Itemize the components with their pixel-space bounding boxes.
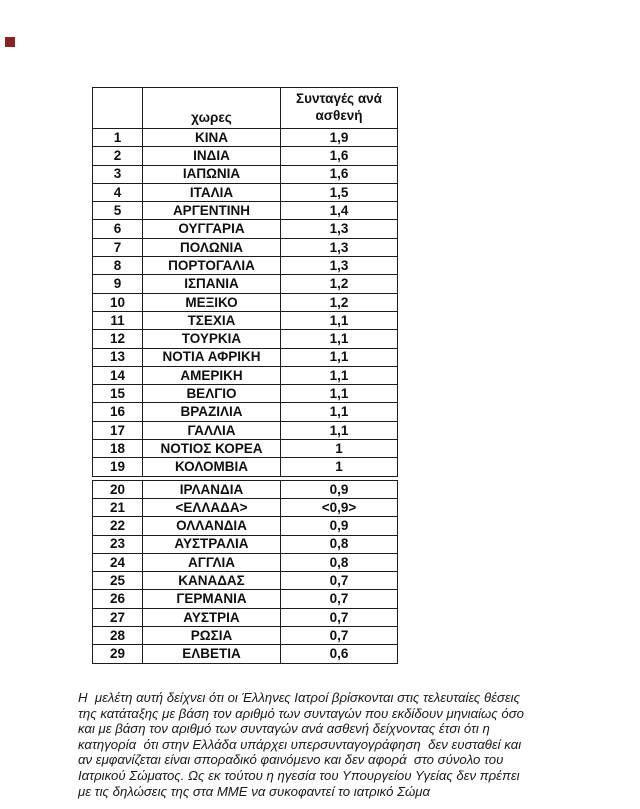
table-row (93, 627, 398, 645)
cell-value: 0,7 (281, 608, 398, 626)
header-country: χωρες (143, 88, 281, 129)
cell-value: 1,9 (281, 129, 398, 147)
table-row (93, 220, 398, 238)
cell-value: 1,1 (281, 330, 398, 348)
table-row (93, 517, 398, 535)
cell-rank: 29 (93, 645, 143, 663)
cell-country: ΤΟΥΡΚΙΑ (143, 330, 281, 348)
table-row (93, 608, 398, 626)
table-row (93, 257, 398, 275)
cell-country: ΠΟΛΩΝΙΑ (143, 238, 281, 256)
cell-rank: 10 (93, 293, 143, 311)
table-row (93, 275, 398, 293)
cell-value: 0,8 (281, 535, 398, 553)
cell-value: 0,9 (281, 480, 398, 498)
cell-rank: 24 (93, 553, 143, 571)
cell-country: ΚΙΝΑ (143, 129, 281, 147)
table-header-row (93, 88, 398, 129)
red-square-marker (5, 37, 15, 47)
table-row (93, 129, 398, 147)
cell-rank: 3 (93, 165, 143, 183)
cell-country: ΙΣΠΑΝΙΑ (143, 275, 281, 293)
summary-line: αν εμφανίζεται είναι σποραδικό φαινόμενο και δεν αφορά στο σύνολο του (78, 752, 504, 768)
cell-country: ΟΥΓΓΑΡΙΑ (143, 220, 281, 238)
table-row (93, 645, 398, 663)
cell-value: 1,1 (281, 366, 398, 384)
cell-country: ΙΡΛΑΝΔΙΑ (143, 480, 281, 498)
cell-value: <0,9> (281, 498, 398, 516)
cell-value: 1,5 (281, 183, 398, 201)
cell-rank: 4 (93, 183, 143, 201)
table-row (93, 590, 398, 608)
cell-country: ΑΓΓΛΙΑ (143, 553, 281, 571)
cell-rank: 13 (93, 348, 143, 366)
cell-rank: 12 (93, 330, 143, 348)
cell-value: 1 (281, 458, 398, 476)
table-row (93, 330, 398, 348)
table-row (93, 293, 398, 311)
header-rank (93, 88, 143, 129)
cell-rank: 25 (93, 572, 143, 590)
cell-country: ΑΥΣΤΡΙΑ (143, 608, 281, 626)
cell-rank: 8 (93, 257, 143, 275)
cell-country: ΙΝΔΙΑ (143, 147, 281, 165)
cell-value: 1,3 (281, 257, 398, 275)
cell-country: ΚΑΝΑΔΑΣ (143, 572, 281, 590)
cell-country: ΑΜΕΡΙΚΗ (143, 366, 281, 384)
cell-rank: 23 (93, 535, 143, 553)
summary-line: κατηγορία ότι στην Ελλάδα υπάρχει υπερσυνταγογράφηση δεν ευσταθεί και (78, 736, 522, 752)
cell-rank: 28 (93, 627, 143, 645)
cell-country: ΟΛΛΑΝΔΙΑ (143, 517, 281, 535)
cell-value: 1,4 (281, 202, 398, 220)
cell-country: ΝΟΤΙΑ ΑΦΡΙΚΗ (143, 348, 281, 366)
table-row (93, 348, 398, 366)
table-row (93, 480, 398, 498)
cell-value: 1,1 (281, 348, 398, 366)
cell-rank: 20 (93, 480, 143, 498)
table-row (93, 458, 398, 476)
cell-value: 1,2 (281, 293, 398, 311)
cell-country: ΝΟΤΙΟΣ ΚΟΡΕΑ (143, 440, 281, 458)
table-row (93, 440, 398, 458)
cell-country: ΑΥΣΤΡΑΛΙΑ (143, 535, 281, 553)
cell-rank: 19 (93, 458, 143, 476)
cell-country: ΙΑΠΩΝΙΑ (143, 165, 281, 183)
table-section-2 (92, 480, 398, 664)
table-row (93, 311, 398, 329)
cell-value: 1,1 (281, 385, 398, 403)
cell-value: 0,7 (281, 627, 398, 645)
cell-country: ΠΟΡΤΟΓΑΛΙΑ (143, 257, 281, 275)
cell-rank: 6 (93, 220, 143, 238)
cell-value: 1,1 (281, 311, 398, 329)
cell-rank: 5 (93, 202, 143, 220)
cell-value: 0,7 (281, 590, 398, 608)
cell-rank: 14 (93, 366, 143, 384)
cell-rank: 22 (93, 517, 143, 535)
table-row (93, 202, 398, 220)
cell-value: 1,6 (281, 147, 398, 165)
prescriptions-per-patient-table (92, 87, 398, 664)
header-value: Συνταγές ανά ασθενή (281, 88, 398, 129)
cell-rank: 18 (93, 440, 143, 458)
table-row (93, 535, 398, 553)
cell-country: <ΕΛΛΑΔΑ> (143, 498, 281, 516)
cell-rank: 9 (93, 275, 143, 293)
cell-country: ΡΩΣΙΑ (143, 627, 281, 645)
table-row (93, 165, 398, 183)
cell-rank: 26 (93, 590, 143, 608)
cell-rank: 21 (93, 498, 143, 516)
cell-rank: 27 (93, 608, 143, 626)
cell-country: ΓΑΛΛΙΑ (143, 421, 281, 439)
cell-country: ΒΕΛΓΙΟ (143, 385, 281, 403)
cell-value: 1,1 (281, 421, 398, 439)
cell-rank: 7 (93, 238, 143, 256)
table-row (93, 421, 398, 439)
summary-line: της κατάταξης με βάση τον αριθμό των συνταγών που εκδίδουν μηνιαίως όσο (78, 705, 525, 721)
cell-rank: 15 (93, 385, 143, 403)
cell-country: ΚΟΛΟΜΒΙΑ (143, 458, 281, 476)
table-row (93, 366, 398, 384)
cell-value: 1,2 (281, 275, 398, 293)
table-row (93, 403, 398, 421)
cell-rank: 2 (93, 147, 143, 165)
cell-rank: 11 (93, 311, 143, 329)
table-row (93, 238, 398, 256)
table-row (93, 183, 398, 201)
cell-value: 0,6 (281, 645, 398, 663)
cell-rank: 16 (93, 403, 143, 421)
cell-country: ΓΕΡΜΑΝΙΑ (143, 590, 281, 608)
table-row (93, 147, 398, 165)
table-section-1 (92, 87, 398, 477)
summary-line: και με βάση τον αριθμό των συνταγών ανά ασθενή δείχνοντας έτσι ότι η (78, 721, 490, 737)
table-row (93, 572, 398, 590)
cell-country: ΤΣΕΧΙΑ (143, 311, 281, 329)
cell-value: 1,6 (281, 165, 398, 183)
cell-country: ΙΤΑΛΙΑ (143, 183, 281, 201)
cell-country: ΑΡΓΕΝΤΙΝΗ (143, 202, 281, 220)
cell-country: ΒΡΑΖΙΛΙΑ (143, 403, 281, 421)
cell-country: ΜΕΞΙΚΟ (143, 293, 281, 311)
cell-value: 1,1 (281, 403, 398, 421)
summary-line: με τις δηλώσεις της στα ΜΜΕ να συκοφαντεί το ιατρικό Σώμα (78, 783, 430, 799)
summary-line: Ιατρικού Σώματος. Ως εκ τούτου η ηγεσία του Υπουργείου Υγείας δεν πρέπει (78, 767, 520, 783)
table-row (93, 385, 398, 403)
table-row (93, 553, 398, 571)
cell-country: ΕΛΒΕΤΙΑ (143, 645, 281, 663)
cell-rank: 17 (93, 421, 143, 439)
cell-value: 1,3 (281, 220, 398, 238)
summary-line: Η μελέτη αυτή δείχνει ότι οι Έλληνες Ιατροί βρίσκονται στις τελευταίες θέσεις (78, 690, 521, 705)
cell-value: 0,9 (281, 517, 398, 535)
cell-value: 1 (281, 440, 398, 458)
cell-rank: 1 (93, 129, 143, 147)
cell-value: 0,7 (281, 572, 398, 590)
cell-value: 1,3 (281, 238, 398, 256)
table-row (93, 498, 398, 516)
cell-value: 0,8 (281, 553, 398, 571)
summary-paragraph (78, 690, 578, 799)
